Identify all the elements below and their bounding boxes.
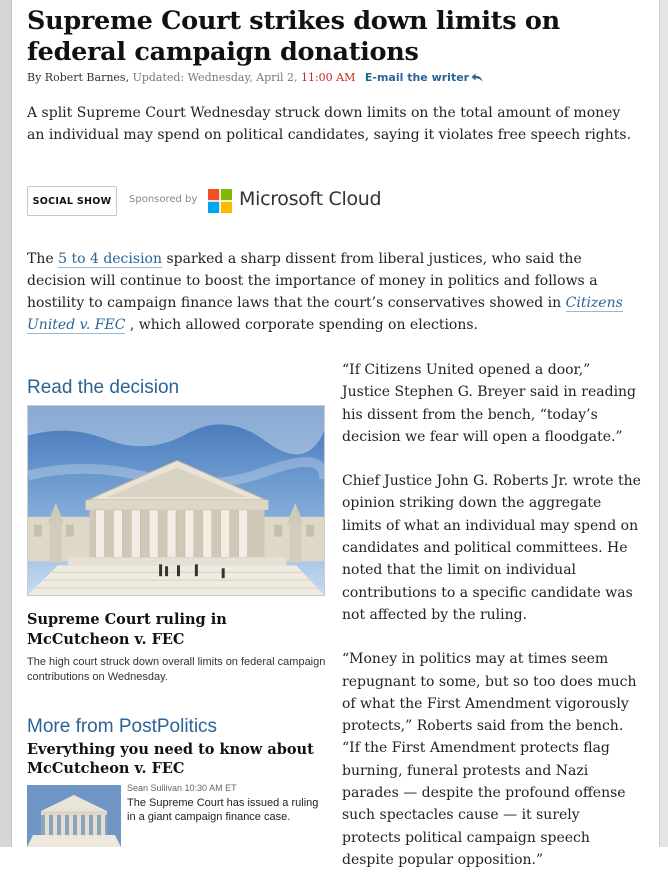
sponsored-by-label: Sponsored by [129,194,198,205]
email-writer-label: E-mail the writer [364,71,470,84]
social-show-button[interactable]: SOCIAL SHOW [27,186,117,216]
article-body-column [342,359,642,893]
sponsor-name[interactable]: Microsoft Cloud [239,188,382,210]
email-writer-link[interactable] [365,71,483,84]
scrollbar-track[interactable] [659,0,668,847]
read-decision-title[interactable]: Read the decision [27,377,180,398]
article-headline: Supreme Court strikes down limits on federal campaign donations [27,6,560,67]
byline-updated: Updated: Wednesday, April 2, [132,71,298,84]
supreme-court-photo[interactable] [27,405,325,596]
byline-author: By Robert Barnes, [27,71,130,84]
article-intro: A split Supreme Court Wednesday struck down limits on the total amount of money an individual may spend on political candidates, saying it violates free speech rights. [27,105,632,143]
citizens-united-link[interactable]: Citizens United v. FEC [27,295,623,333]
photo-caption-title[interactable]: Supreme Court ruling in McCutcheon v. FEC [27,611,227,648]
related-article-headline[interactable]: Everything you need to know about McCutcheon v. FEC [27,741,314,777]
byline-time: 11:00 AM [300,71,356,84]
related-article-meta: Sean Sullivan 10:30 AM ET [127,783,237,793]
body-paragraph: “Money in politics may at times seem repugnant to some, but so too does much of what the First Amendment vigorously protects,” Roberts said from the bench. “If the First Amendment protects flag burning, funeral protests and Nazi parades — despite the profound offense such spectacles cause — it surely protects political campaign speech despite popular opposition.” [342,651,637,868]
photo-caption-text: The high court struck down overall limits on federal campaign contributions on Wednesday. [27,656,326,683]
reply-arrow-icon [471,73,483,82]
microsoft-logo-icon [208,189,232,213]
article-lead-paragraph: The 5 to 4 decision sparked a sharp dissent from liberal justices, who said the decision will continue to boost the importance of money in politics and follows a hostility to campaign finance laws that the court’s conservatives showed in Citizens United v. FEC , which allowed corporate spending on elections. [27,251,623,333]
more-from-postpolitics-title[interactable]: More from PostPolitics [27,716,218,737]
related-article-summary: The Supreme Court has issued a ruling in a giant campaign finance case. [127,797,319,823]
byline [27,71,483,84]
body-paragraph: Chief Justice John G. Roberts Jr. wrote the opinion striking down the aggregate limits of what an individual may spend on candidates and political committees. He noted that the limit on individual contributions to a specific candidate was not affected by the ruling. [342,473,641,623]
window-frame-left [0,0,12,847]
body-paragraph: “If Citizens United opened a door,” Justice Stephen G. Breyer said in reading his dissent from the bench, “today’s decision we fear will open a floodgate.” [342,362,637,445]
related-article-thumbnail[interactable] [27,785,121,847]
decision-link[interactable]: 5 to 4 decision [58,251,162,267]
